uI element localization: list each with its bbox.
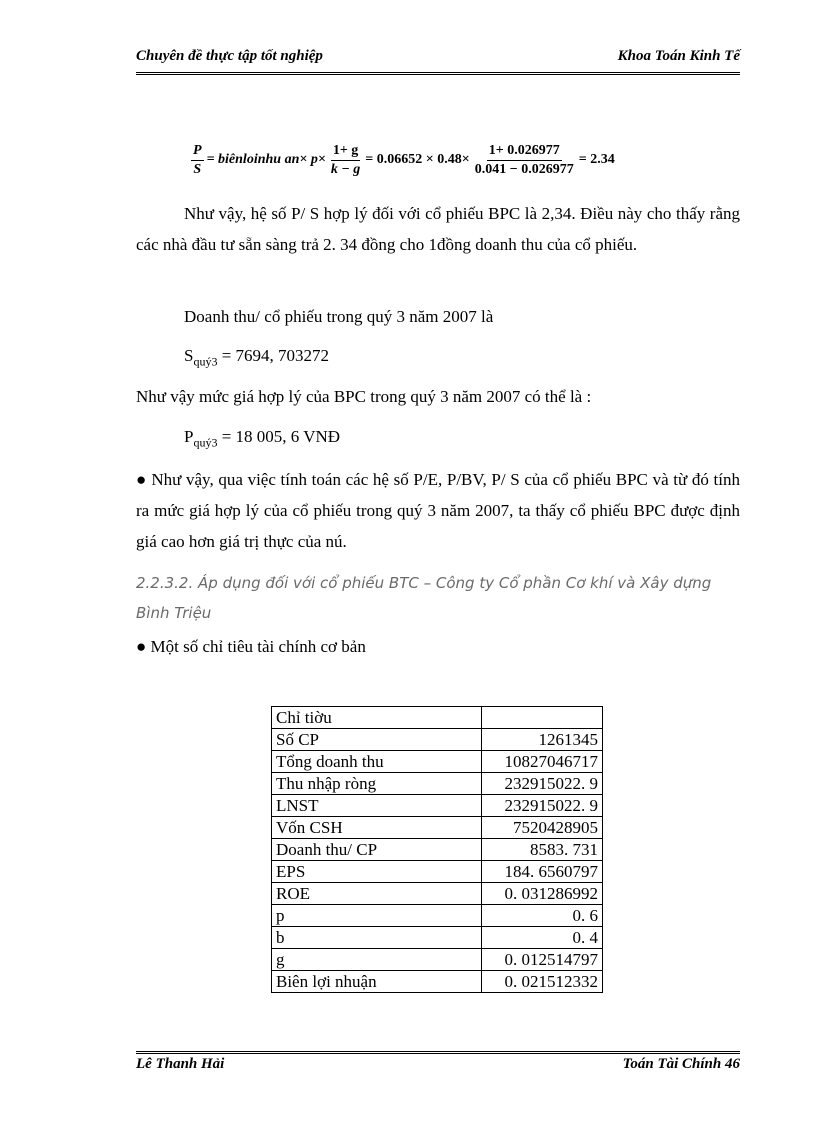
table-row: [272, 729, 603, 751]
paragraph-ps-ratio: Như vậy, hệ số P/ S hợp lý đối với cổ phiếu BPC là 2,34. Điều này cho thấy rằng các nhà đầu tư sẵn sàng trả 2. 34 đồng cho 1đồng doanh thu của cổ phiếu.: [136, 204, 740, 254]
formula-lhs-fraction: [191, 143, 204, 178]
formula-term2: = 0.06652 × 0.48×: [365, 152, 470, 167]
table-cell-label: Tổng doanh thu: [272, 751, 482, 773]
table-cell-value: 7520428905: [482, 817, 603, 839]
table-row: [272, 927, 603, 949]
p-value: = 18 005, 6 VNĐ: [217, 427, 341, 446]
header-rule: [136, 72, 740, 75]
footer-author: Lê Thanh Hải: [136, 1056, 225, 1072]
table-cell-label: b: [272, 927, 482, 949]
page-header: [136, 48, 740, 72]
s-label: S: [184, 346, 194, 365]
table-cell-value: 10827046717: [482, 751, 603, 773]
table-row: [272, 795, 603, 817]
footer-course-page: Toán Tài Chính 46: [622, 1056, 740, 1072]
formula-value-fraction: [473, 143, 576, 178]
table-cell-value: 0. 4: [482, 927, 603, 949]
header-left-title: Chuyên đề thực tập tốt nghiệp: [136, 48, 323, 64]
table-cell-value: 1261345: [482, 729, 603, 751]
p-label: P: [184, 427, 194, 446]
table-row: [272, 949, 603, 971]
table-cell-label: Thu nhập ròng: [272, 773, 482, 795]
header-right-title: Khoa Toán Kinh Tế: [617, 48, 740, 64]
table-cell-value: 184. 6560797: [482, 861, 603, 883]
table-row: [272, 861, 603, 883]
table-cell-label: Chỉ tiờu: [272, 707, 482, 729]
table-row: [272, 905, 603, 927]
table-row: [272, 707, 603, 729]
p-q3-value: [184, 427, 340, 450]
section-heading-btc: 2.2.3.2. Áp dụng đối với cổ phiếu BTC – Công ty Cổ phần Cơ khí và Xây dựng Bình Triệu: [136, 574, 712, 622]
formula-frac1-denominator: k − g: [330, 161, 361, 177]
table-cell-label: Biên lợi nhuận: [272, 971, 482, 993]
table-cell-label: g: [272, 949, 482, 971]
table-cell-value: 0. 031286992: [482, 883, 603, 905]
financial-table-body: [272, 707, 603, 993]
table-row: [272, 751, 603, 773]
table-cell-label: EPS: [272, 861, 482, 883]
formula-frac2-numerator: 1+ 0.026977: [487, 143, 562, 161]
formula-frac1-numerator: 1+ g: [331, 143, 360, 161]
table-row: [272, 971, 603, 993]
table-cell-value: 232915022. 9: [482, 795, 603, 817]
fair-price-text: Như vậy mức giá hợp lý của BPC trong quý 3 năm 2007 có thể là :: [136, 387, 592, 406]
p-subscript: quý3: [193, 435, 218, 450]
bullet-financial-indicators: ● Một số chỉ tiêu tài chính cơ bản: [136, 637, 366, 656]
s-q3-value: [184, 346, 329, 369]
s-subscript: quý3: [193, 354, 218, 369]
table-cell-value: 0. 6: [482, 905, 603, 927]
paragraph-bpc-conclusion: ● Như vậy, qua việc tính toán các hệ số P/E, P/BV, P/ S của cổ phiếu BPC và từ đó tính ra mức giá hợp lý của cổ phiếu trong quý 3 năm 2007, ta thấy cổ phiếu BPC được định giá cao hơn giá trị thực của nú.: [136, 470, 740, 551]
table-cell-label: ROE: [272, 883, 482, 905]
table-cell-label: Doanh thu/ CP: [272, 839, 482, 861]
table-row: [272, 817, 603, 839]
revenue-per-share-text: Doanh thu/ cổ phiếu trong quý 3 năm 2007 là: [184, 307, 494, 326]
table-cell-value: [482, 707, 603, 729]
table-cell-value: 0. 012514797: [482, 949, 603, 971]
formula-lhs-denominator: S: [193, 161, 202, 177]
table-row: [272, 883, 603, 905]
table-cell-label: LNST: [272, 795, 482, 817]
formula-result: = 2.34: [578, 152, 615, 167]
financial-indicators-table: [271, 706, 603, 993]
footer-rule: [136, 1051, 740, 1054]
formula-lhs-numerator: P: [191, 143, 204, 161]
table-cell-value: 232915022. 9: [482, 773, 603, 795]
table-cell-label: Vốn CSH: [272, 817, 482, 839]
page-footer: [136, 1056, 740, 1080]
formula-frac2-denominator: 0.041 − 0.026977: [474, 161, 574, 177]
table-row: [272, 773, 603, 795]
table-cell-label: p: [272, 905, 482, 927]
formula-term1: = biênloinhu an× p×: [206, 152, 326, 167]
ps-formula: [188, 138, 615, 182]
table-cell-value: 8583. 731: [482, 839, 603, 861]
formula-growth-fraction: [329, 143, 362, 178]
table-row: [272, 839, 603, 861]
s-value: = 7694, 703272: [217, 346, 330, 365]
table-cell-value: 0. 021512332: [482, 971, 603, 993]
table-cell-label: Số CP: [272, 729, 482, 751]
